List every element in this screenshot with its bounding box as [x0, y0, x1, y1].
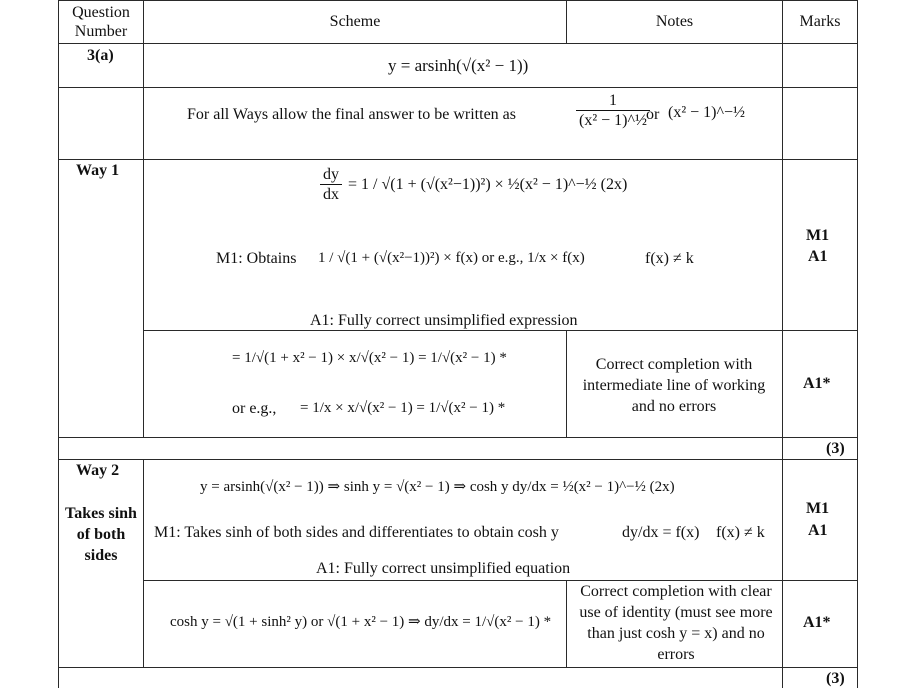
way2-m1-text: M1: Takes sinh of both sides and differentiates to obtain cosh y [154, 524, 559, 541]
header-scheme: Scheme [329, 13, 381, 30]
way1-m1-condition: f(x) ≠ k [645, 250, 694, 267]
way1-m1-expr: 1 / √(1 + (√(x²−1))²) × f(x) or e.g., 1/x × f(x) [318, 250, 585, 266]
way1-total: (3) [826, 440, 845, 457]
way1-completion-line2: = 1/x × x/√(x² − 1) = 1/√(x² − 1) * [300, 400, 506, 416]
way1-derivative: $\frac{dy}{dx}$ = 1 / √(1 + (√(x²−1))²) × ½(x² − 1)^−½ (2x) [318, 166, 627, 205]
way2-sublabel: Takes sinh of both sides [65, 505, 137, 564]
way2-m1-condition: f(x) ≠ k [716, 524, 765, 541]
way1-completion-note: Correct completion with intermediate line of working and no errors [582, 356, 766, 415]
header-question-number: Question Number [72, 4, 130, 40]
way1-mark-a1-star: A1* [803, 375, 831, 392]
way2-line1: y = arsinh(√(x² − 1)) ⇒ sinh y = √(x² − 1) ⇒ cosh y dy/dx = ½(x² − 1)^−½ (2x) [200, 479, 675, 495]
allow-or: or [646, 106, 660, 123]
allow-fraction: $\frac{1}{\text{(x² − 1)\textasciicircum{}½}}$ [574, 92, 652, 131]
way2-a1-text: A1: Fully correct unsimplified equation [316, 560, 571, 577]
question-label: 3(a) [87, 47, 114, 64]
way2-m1-expr: dy/dx = f(x) [622, 524, 700, 541]
way2-mark-m1: M1 [806, 500, 830, 517]
way1-label: Way 1 [76, 162, 120, 179]
way1-a1-text: A1: Fully correct unsimplified expression [310, 312, 578, 329]
question-expression: y = arsinh(√(x² − 1)) [388, 56, 529, 75]
way2-completion-note: Correct completion with clear use of identity (must see more than just cosh y = x) and no errors [579, 583, 773, 663]
way2-label: Way 2 [76, 462, 120, 479]
way2-total: (3) [826, 670, 845, 687]
way1-mark-a1: A1 [808, 248, 828, 265]
allow-text: For all Ways allow the final answer to be written as [187, 106, 516, 123]
header-notes: Notes [655, 13, 694, 30]
way1-m1-label: M1: Obtains [216, 250, 297, 267]
allow-alt: (x² − 1)^−½ [668, 104, 746, 121]
way2-completion-expr: cosh y = √(1 + sinh² y) or √(1 + x² − 1) ⇒ dy/dx = 1/√(x² − 1) * [170, 614, 552, 630]
header-marks: Marks [799, 13, 841, 30]
way2-mark-a1-star: A1* [803, 614, 831, 631]
way1-mark-m1: M1 [806, 227, 830, 244]
way1-completion-prefix: or e.g., [232, 400, 277, 417]
way2-mark-a1: A1 [808, 522, 828, 539]
way1-completion-line1: = 1/√(1 + x² − 1) × x/√(x² − 1) = 1/√(x² − 1) * [232, 350, 507, 366]
